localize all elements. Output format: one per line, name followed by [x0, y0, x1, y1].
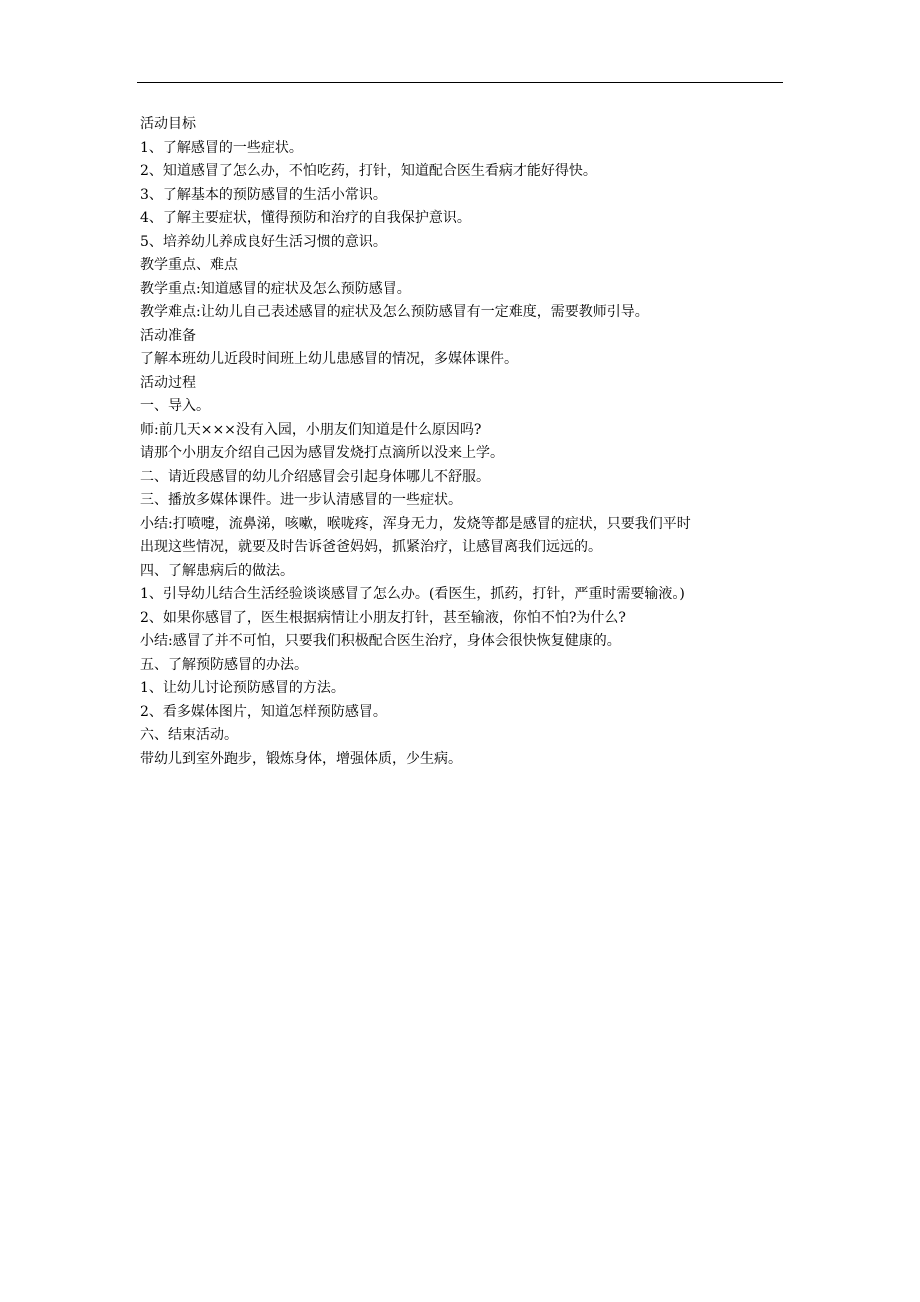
paragraph-line: 师:前几天×××没有入园，小朋友们知道是什么原因吗?	[140, 421, 482, 438]
paragraph-line: 1、引导幼儿结合生活经验谈谈感冒了怎么办。(看医生，抓药，打针，严重时需要输液。)	[140, 586, 685, 602]
summary-line: 出现这些情况，就要及时告诉爸爸妈妈，抓紧治疗，让感冒离我们远远的。	[140, 539, 602, 555]
goal-item: 4、了解主要症状，懂得预防和治疗的自我保护意识。	[140, 210, 471, 226]
process-step-heading: 一、导入。	[140, 398, 210, 414]
goal-item: 3、了解基本的预防感冒的生活小常识。	[140, 186, 387, 203]
focus-point: 教学重点:知道感冒的症状及怎么预防感冒。	[140, 280, 411, 297]
process-step-heading: 三、播放多媒体课件。进一步认清感冒的一些症状。	[140, 492, 462, 508]
process-step-heading: 六、结束活动。	[140, 727, 238, 743]
difficulty-point: 教学难点:让幼儿自己表述感冒的症状及怎么预防感冒有一定难度，需要教师引导。	[140, 304, 649, 320]
preparation-text: 了解本班幼儿近段时间班上幼儿患感冒的情况，多媒体课件。	[140, 351, 518, 367]
section-heading-focus: 教学重点、难点	[140, 257, 238, 273]
section-heading-preparation: 活动准备	[140, 327, 196, 344]
document-body	[140, 113, 785, 771]
section-heading-goals: 活动目标	[140, 116, 196, 132]
process-step-heading: 四、了解患病后的做法。	[140, 562, 294, 579]
goal-item: 5、培养幼儿养成良好生活习惯的意识。	[140, 233, 387, 250]
paragraph-line: 请那个小朋友介绍自己因为感冒发烧打点滴所以没来上学。	[140, 445, 504, 461]
summary-line: 小结:打喷嚏，流鼻涕，咳嗽，喉咙疼，浑身无力，发烧等都是感冒的症状，只要我们平时	[140, 515, 691, 532]
paragraph-line: 2、看多媒体图片，知道怎样预防感冒。	[140, 703, 387, 720]
paragraph-line: 1、让幼儿讨论预防感冒的方法。	[140, 680, 345, 696]
section-heading-process: 活动过程	[140, 374, 196, 391]
goal-item: 2、知道感冒了怎么办，不怕吃药，打针，知道配合医生看病才能好得快。	[140, 163, 597, 179]
process-step-heading: 五、了解预防感冒的办法。	[140, 656, 308, 673]
goal-item: 1、了解感冒的一些症状。	[140, 139, 303, 156]
process-step-heading: 二、请近段感冒的幼儿介绍感冒会引起身体哪儿不舒服。	[140, 468, 490, 485]
paragraph-line: 带幼儿到室外跑步，锻炼身体，增强体质，少生病。	[140, 750, 462, 767]
summary-line: 小结:感冒了并不可怕，只要我们积极配合医生治疗，身体会很快恢复健康的。	[140, 633, 621, 649]
header-rule	[137, 82, 783, 83]
paragraph-line: 2、如果你感冒了，医生根据病情让小朋友打针，甚至输液，你怕不怕?为什么?	[140, 609, 626, 626]
